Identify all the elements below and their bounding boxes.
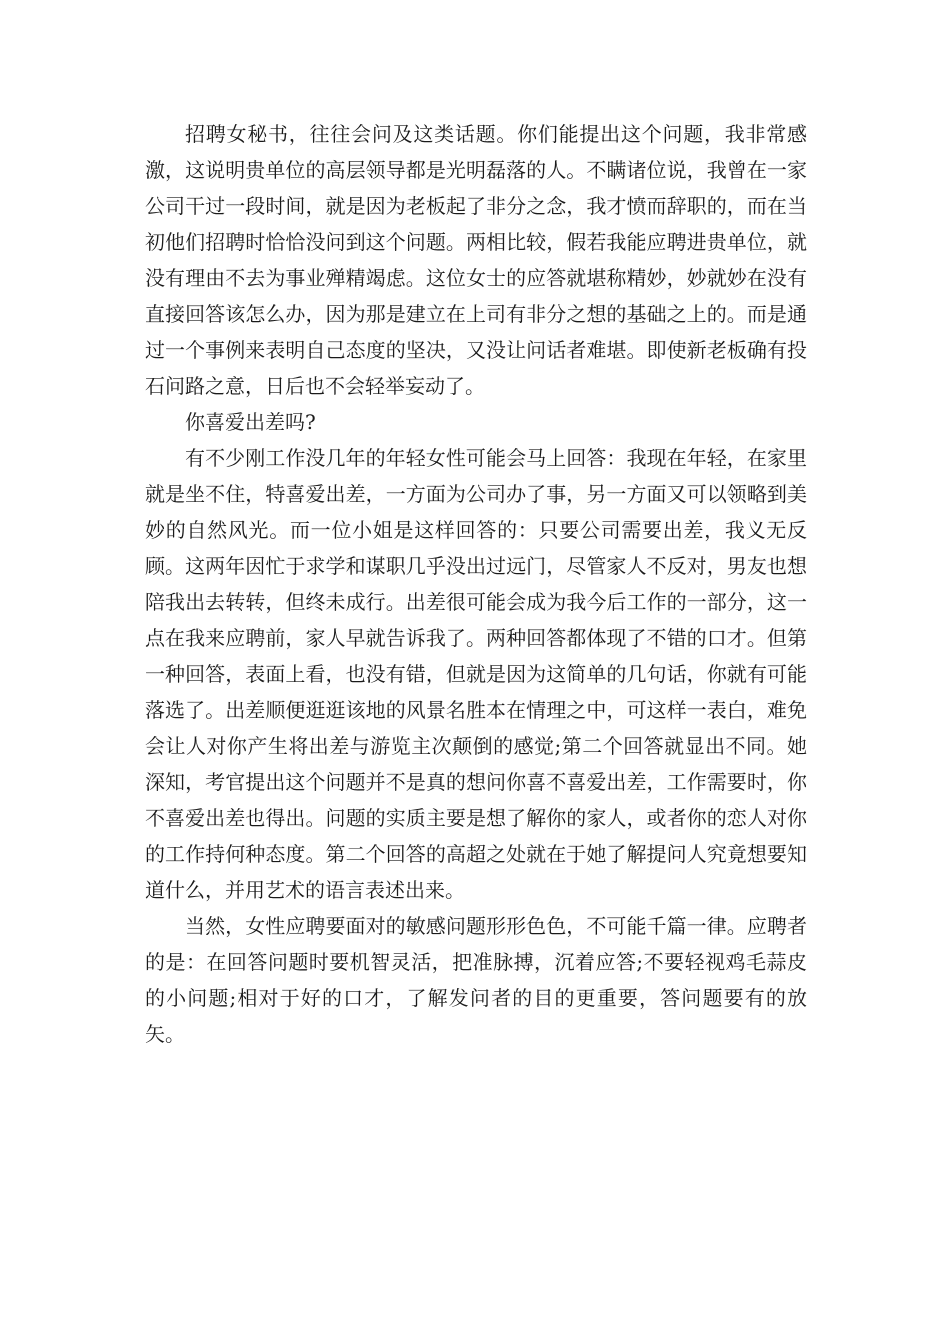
paragraph-secretary-answer: 招聘女秘书，往往会问及这类话题。你们能提出这个问题，我非常感激，这说明贵单位的高层领导都是光明磊落的人。不瞒诸位说，我曾在一家公司干过一段时间，就是因为老板起了非分之念，我才愤而辞职的，而在当初他们招聘时恰恰没问到这个问题。两相比较，假若我能应聘进贵单位，就没有理由不去为事业殚精竭虑。这位女士的应答就堪称精妙，妙就妙在没有直接回答该怎么办，因为那是建立在上司有非分之想的基础之上的。而是通过一个事例来表明自己态度的坚决，又没让问话者难堪。即使新老板确有投石问路之意，日后也不会轻举妄动了。 bbox=[145, 122, 807, 398]
question-heading-business-trip: 你喜爱出差吗? bbox=[185, 410, 316, 434]
paragraph-business-trip-answer: 有不少刚工作没几年的年轻女性可能会马上回答：我现在年轻，在家里就是坐不住，特喜爱出差，一方面为公司办了事，另一方面又可以领略到美妙的自然风光。而一位小姐是这样回答的：只要公司需要出差，我义无反顾。这两年因忙于求学和谋职几乎没出过远门，尽管家人不反对，男友也想陪我出去转转，但终未成行。出差很可能会成为我今后工作的一部分，这一点在我来应聘前，家人早就告诉我了。两种回答都体现了不错的口才。但第一种回答，表面上看，也没有错，但就是因为这简单的几句话，你就有可能落选了。出差顺便逛逛该地的风景名胜本在情理之中，可这样一表白，难免会让人对你产生将出差与游览主次颠倒的感觉;第二个回答就显出不同。她深知，考官提出这个问题并不是真的想问你喜不喜爱出差，工作需要时，你不喜爱出差也得出。问题的实质主要是想了解你的家人，或者你的恋人对你的工作持何种态度。第二个回答的高超之处就在于她了解提问人究竟想要知道什么，并用艺术的语言表述出来。 bbox=[145, 446, 807, 902]
paragraph-conclusion: 当然，女性应聘要面对的敏感问题形形色色，不可能千篇一律。应聘者的是：在回答问题时要机智灵活，把准脉搏，沉着应答;不要轻视鸡毛蒜皮的小问题;相对于好的口才，了解发问者的目的更重要，答问题要有的放矢。 bbox=[145, 914, 807, 1046]
document-body bbox=[145, 116, 807, 1052]
